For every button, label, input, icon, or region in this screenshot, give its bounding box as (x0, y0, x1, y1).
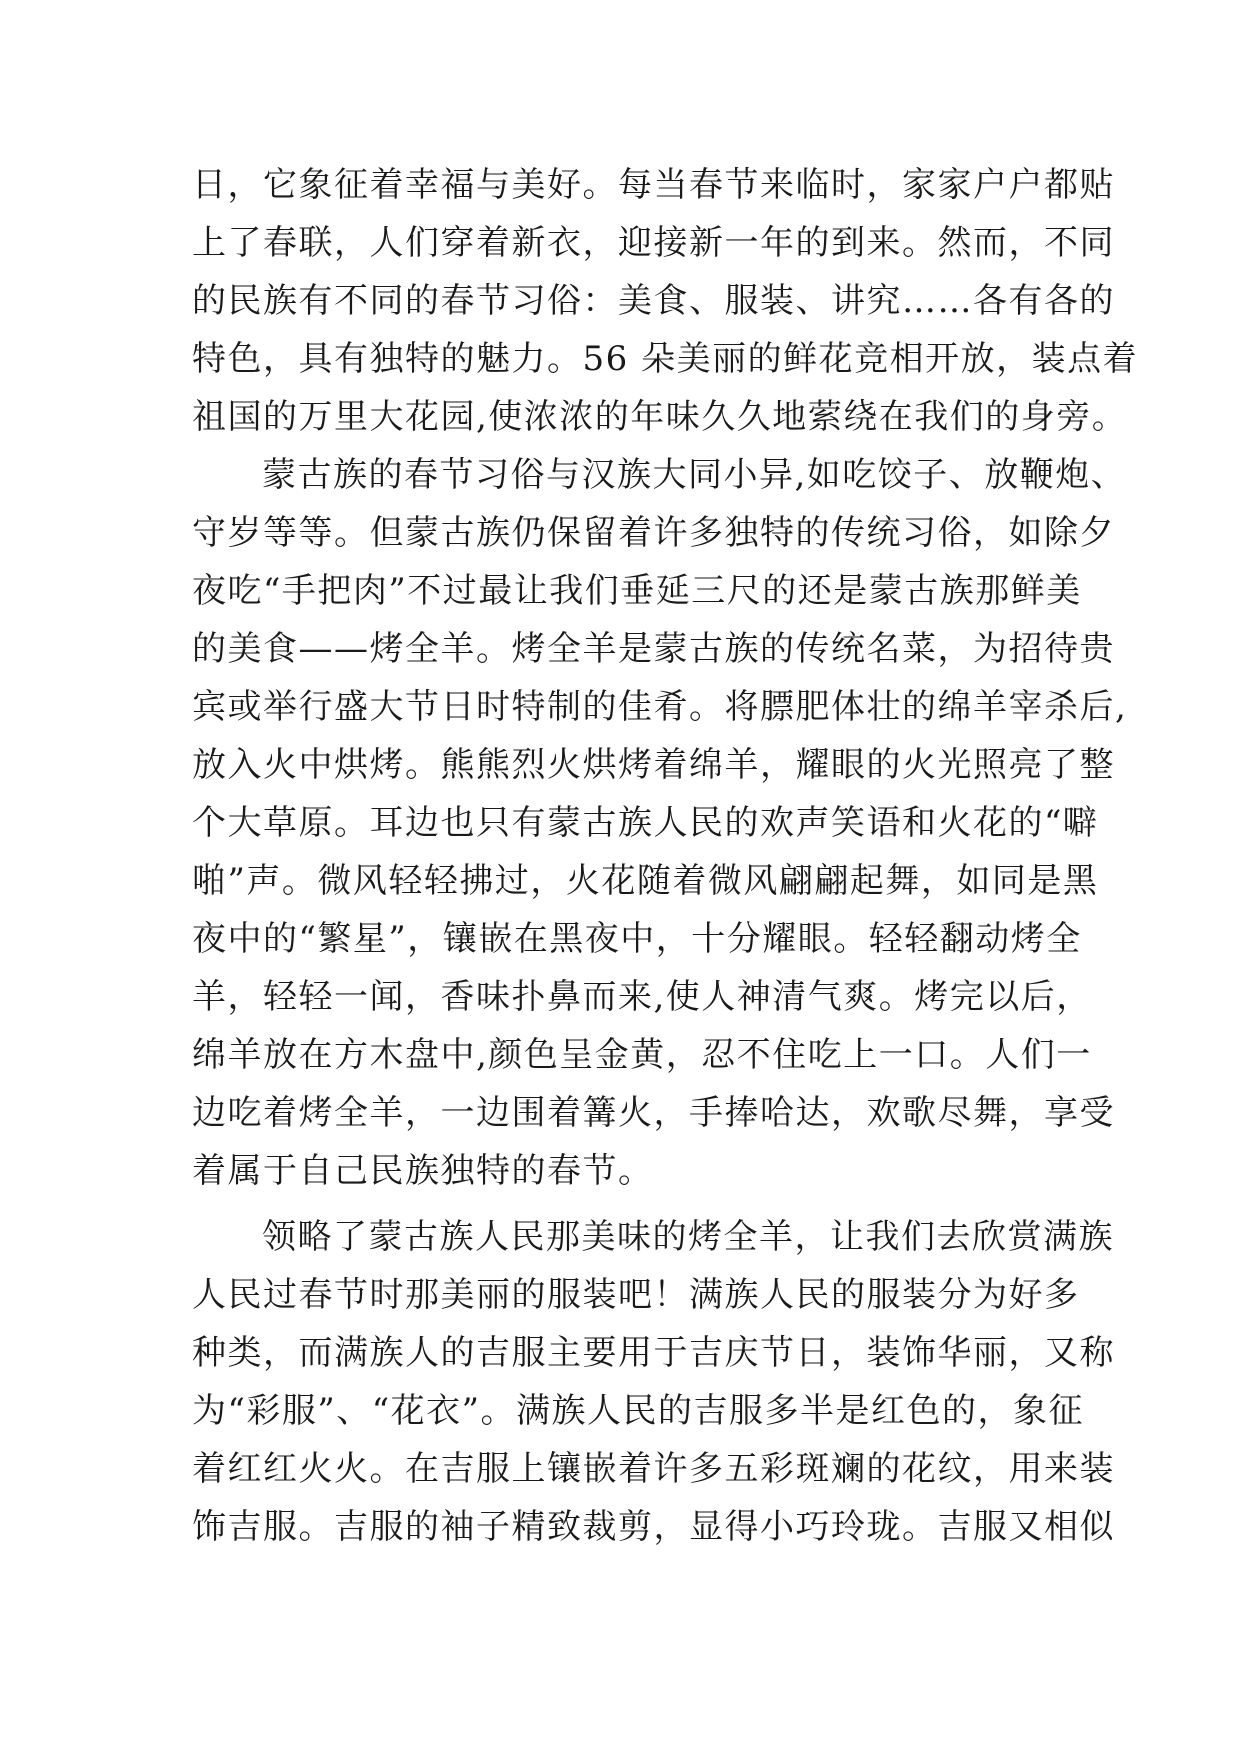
paragraph-3-line-6: 饰吉服。吉服的袖子精致裁剪，显得小巧玲珑。吉服又相似 (192, 1507, 1115, 1547)
paragraph-3-line-3: 种类，而满族人的吉服主要用于吉庆节日，装饰华丽，又称 (192, 1333, 1115, 1373)
paragraph-1-line-1: 日，它象征着幸福与美好。每当春节来临时，家家户户都贴 (192, 165, 1115, 205)
paragraph-2-line-10: 羊，轻轻一闻，香味扑鼻而来,使人神清气爽。烤完以后， (192, 977, 1092, 1017)
paragraph-2-line-3: 夜吃“手把肉”不过最让我们垂延三尺的还是蒙古族那鲜美 (192, 571, 1082, 611)
paragraph-1-line-3: 的民族有不同的春节习俗：美食、服装、讲究……各有各的 (192, 281, 1115, 321)
paragraph-1-line-5: 祖国的万里大花园,使浓浓的年味久久地萦绕在我们的身旁。 (192, 397, 1128, 437)
paragraph-3-line-1: 领略了蒙古族人民那美味的烤全羊，让我们去欣赏满族 (262, 1217, 1114, 1257)
paragraph-2-line-2: 守岁等等。但蒙古族仍保留着许多独特的传统习俗，如除夕 (192, 513, 1115, 553)
body-text (192, 156, 1139, 1556)
paragraph-2-line-8: 啪”声。微风轻轻拂过，火花随着微风翩翩起舞，如同是黑 (192, 861, 1099, 901)
paragraph-3-line-2: 人民过春节时那美丽的服装吧！满族人民的服装分为好多 (192, 1275, 1080, 1315)
paragraph-2-line-1: 蒙古族的春节习俗与汉族大同小异,如吃饺子、放鞭炮、 (262, 455, 1127, 495)
paragraph-1-line-2: 上了春联，人们穿着新衣，迎接新一年的到来。然而，不同 (192, 223, 1115, 263)
paragraph-3-line-4: 为“彩服”、“花衣”。满族人民的吉服多半是红色的，象征 (192, 1391, 1085, 1431)
paragraph-1-line-4: 特色，具有独特的魅力。56 朵美丽的鲜花竞相开放，装点着 (192, 339, 1139, 379)
paragraph-2-line-6: 放入火中烘烤。熊熊烈火烘烤着绵羊，耀眼的火光照亮了整 (192, 745, 1115, 785)
paragraph-2-line-5: 宾或举行盛大节日时特制的佳肴。将膘肥体壮的绵羊宰杀后, (192, 687, 1128, 727)
paragraph-2-line-7: 个大草原。耳边也只有蒙古族人民的欢声笑语和火花的“噼 (192, 803, 1099, 843)
paragraph-2-line-4: 的美食——烤全羊。烤全羊是蒙古族的传统名菜，为招待贵 (192, 629, 1115, 669)
paragraph-3-line-5: 着红红火火。在吉服上镶嵌着许多五彩斑斓的花纹，用来装 (192, 1449, 1115, 1489)
paragraph-2-line-12: 边吃着烤全羊，一边围着篝火，手捧哈达，欢歌尽舞，享受 (192, 1093, 1115, 1133)
paragraph-2-line-9: 夜中的“繁星”，镶嵌在黑夜中，十分耀眼。轻轻翻动烤全 (192, 919, 1082, 959)
paragraph-2-line-13: 着属于自己民族独特的春节。 (192, 1151, 654, 1191)
paragraph-2-line-11: 绵羊放在方木盘中,颜色呈金黄，忍不住吃上一口。人们一 (192, 1035, 1092, 1075)
paragraph-spacer (192, 1200, 1072, 1208)
